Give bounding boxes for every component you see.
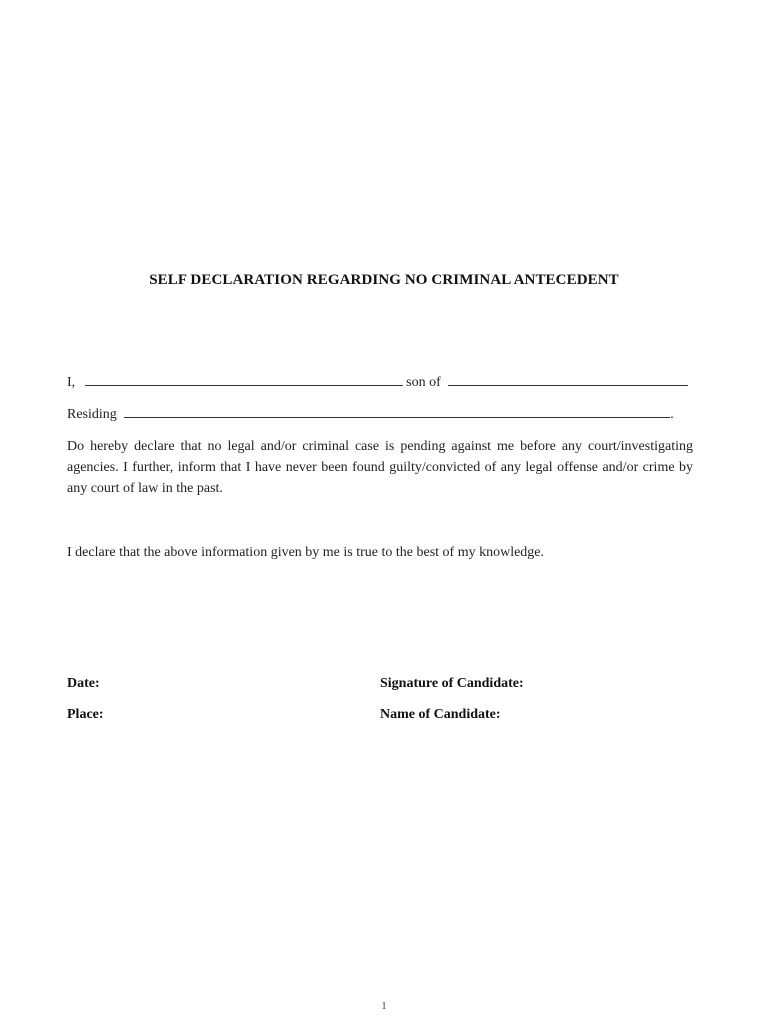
candidate-name-label: Name of Candidate: [380, 707, 501, 722]
candidate-name-blank[interactable] [85, 372, 403, 386]
signature-label: Signature of Candidate: [380, 676, 524, 691]
page-number: 1 [381, 1001, 387, 1012]
declaration-paragraph: Do hereby declare that no legal and/or criminal case is pending against me before any court/investigating agencies. I further, inform that I have never been found guilty/convicted of any legal offense and/or crime by any court of law in the past. [67, 439, 693, 496]
residence-line [67, 404, 693, 424]
name-line [67, 372, 693, 392]
document-title: SELF DECLARATION REGARDING NO CRIMINAL ANTECEDENT [149, 272, 619, 288]
place-label: Place: [67, 707, 104, 722]
date-label: Date: [67, 676, 100, 691]
residence-address-blank[interactable] [124, 404, 670, 418]
name-line-prefix: I, [67, 375, 76, 390]
residence-line-end: . [670, 407, 674, 422]
affirmation-text: I declare that the above information given by me is true to the best of my knowledge. [67, 545, 545, 560]
residing-label: Residing [67, 407, 117, 422]
son-of-label: son of [406, 375, 441, 390]
father-name-blank[interactable] [448, 372, 688, 386]
